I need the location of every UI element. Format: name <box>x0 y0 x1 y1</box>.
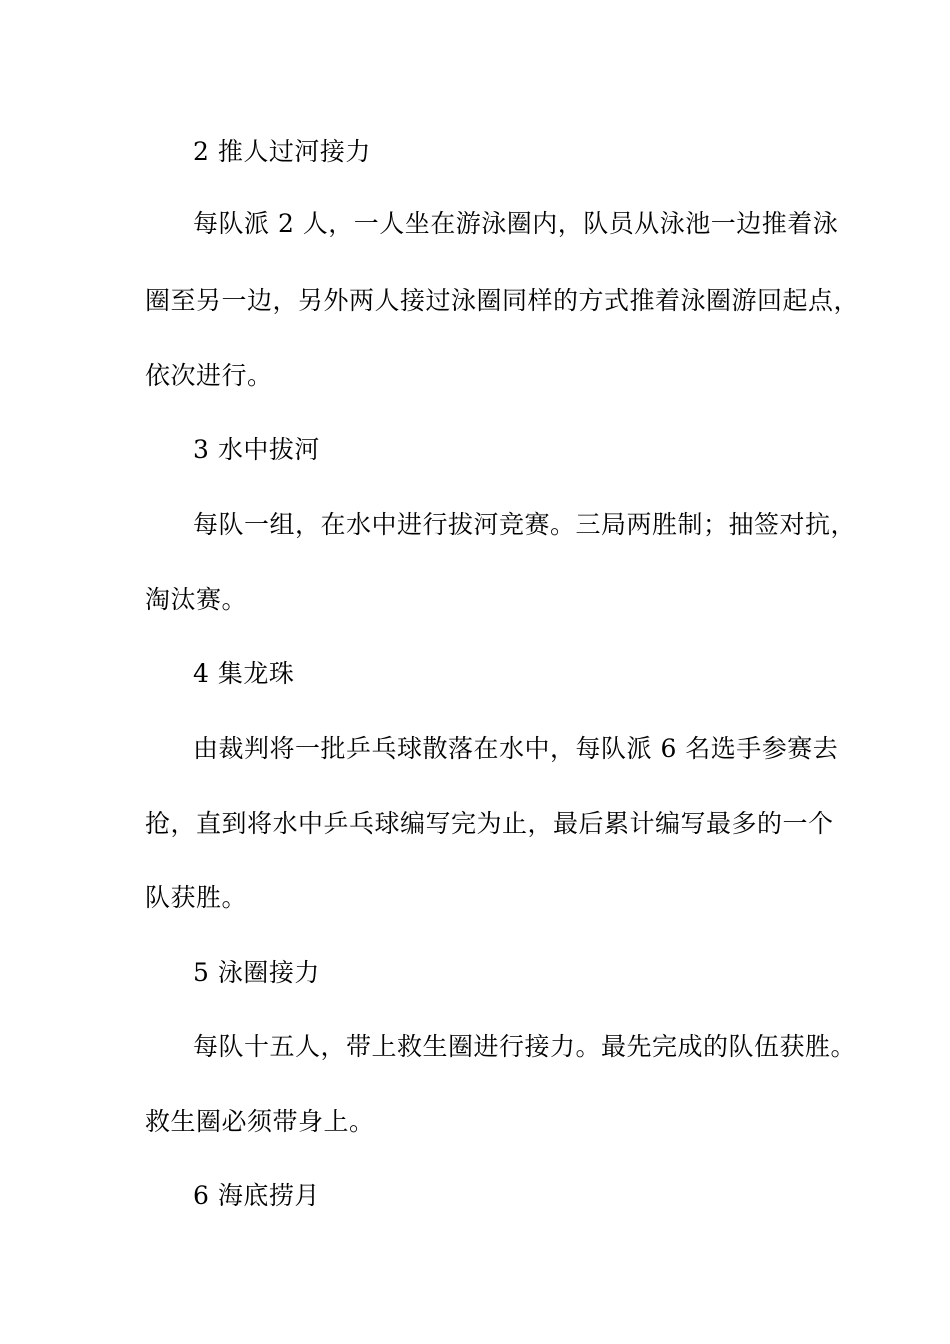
section-heading-tug-of-war: 3 水中拔河 <box>193 435 320 464</box>
body-line: 淘汰赛。 <box>145 585 248 614</box>
body-line: 每队一组，在水中进行拔河竞赛。三局两胜制；抽签对抗， <box>193 510 857 539</box>
section-heading-dragon-balls: 4 集龙珠 <box>193 659 295 688</box>
body-line: 队获胜。 <box>145 883 248 912</box>
body-line: 依次进行。 <box>145 361 273 390</box>
section-heading-push-relay: 2 推人过河接力 <box>193 137 371 166</box>
body-line: 每队十五人，带上救生圈进行接力。最先完成的队伍获胜。 <box>193 1032 857 1061</box>
body-line: 每队派 2 人，一人坐在游泳圈内，队员从泳池一边推着泳 <box>193 209 839 238</box>
body-line: 由裁判将一批乒乓球散落在水中，每队派 6 名选手参赛去 <box>193 734 839 763</box>
body-line: 救生圈必须带身上。 <box>145 1107 375 1136</box>
body-line: 抢，直到将水中乒乓球编写完为止，最后累计编写最多的一个 <box>145 809 834 838</box>
body-line: 圈至另一边，另外两人接过泳圈同样的方式推着泳圈游回起点， <box>145 286 860 315</box>
section-heading-ring-relay: 5 泳圈接力 <box>193 958 320 987</box>
section-heading-moon-fishing: 6 海底捞月 <box>193 1181 320 1210</box>
